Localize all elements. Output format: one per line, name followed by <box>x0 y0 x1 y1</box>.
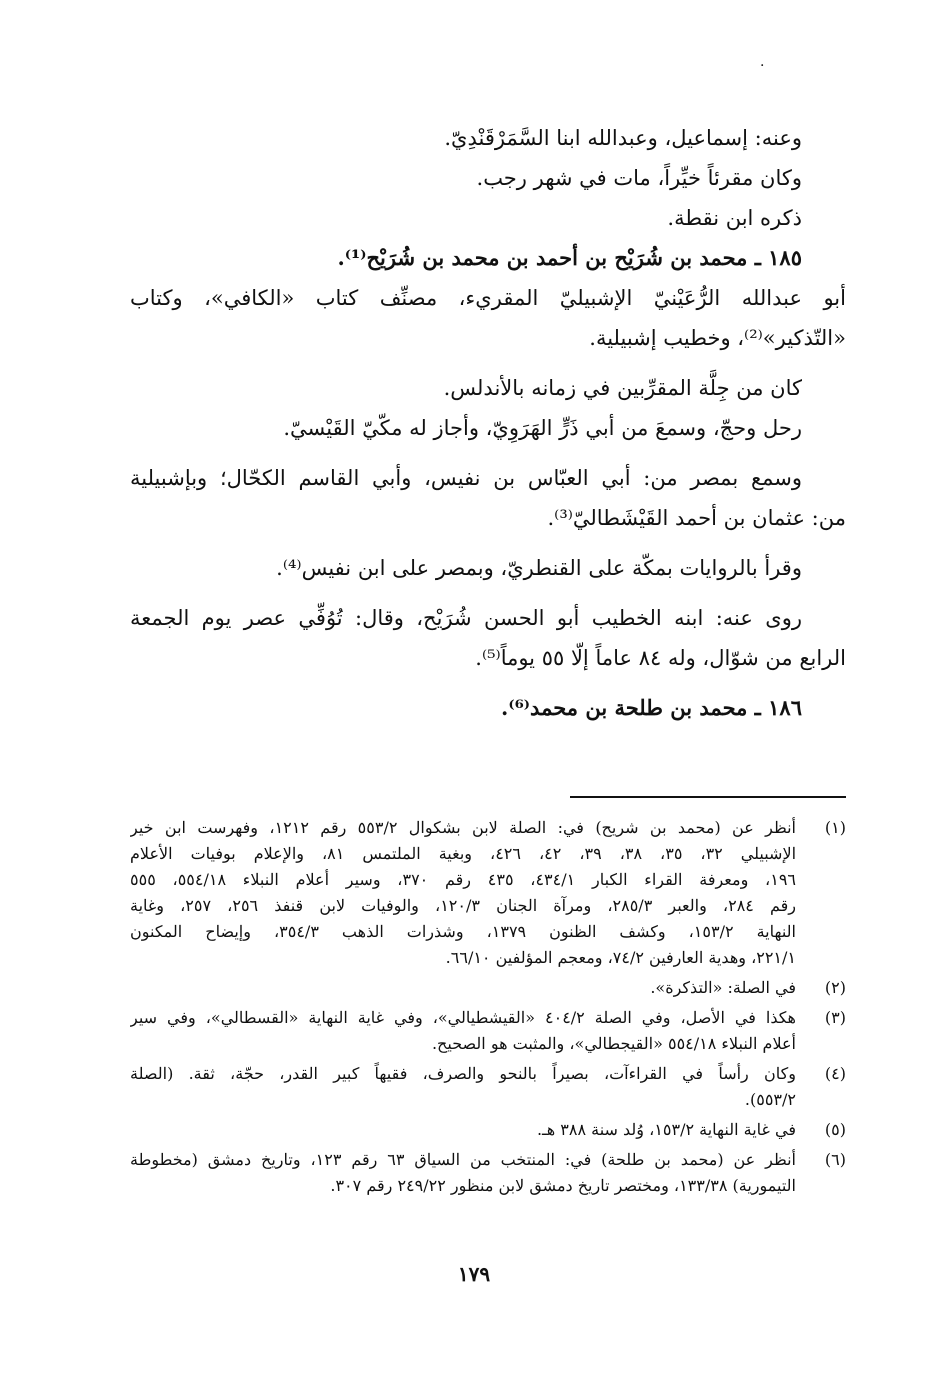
footnote <box>130 1147 846 1199</box>
footnote-number: (٣) <box>824 1008 846 1027</box>
text-line: كان من جِلَّة المقرِّبين في زمانه بالأندلس. <box>443 376 802 400</box>
footnote-line: ٥٥٣/٢). <box>744 1090 796 1109</box>
footnote-line: التيمورية) ١٣٣/٣٨، ومختصر تاريخ دمشق لابن منظور ٢٤٩/٢٢ رقم ٣٠٧. <box>330 1176 796 1195</box>
text-line: وكان مقرئاً خيِّراً، مات في شهر رجب. <box>476 166 802 190</box>
footnote-line: ٢٢١/١، وهدية العارفين ٧٤/٢، ومعجم المؤلفين ٦٦/١٠. <box>445 948 796 967</box>
footnote-line: أعلام النبلاء ٥٥٤/١٨ «القيجطالي»، والمثبت هو الصحيح. <box>431 1034 796 1053</box>
footnote <box>130 1005 846 1057</box>
text-line: «التّذكير»⁽²⁾، وخطيب إشبيلية. <box>589 326 846 350</box>
footnote-line: ١٩٦، ومعرفة القراء الكبار ٤٣٤/١، ٤٣٥ رقم ٣٧٠، وسير أعلام النبلاء ٥٥٤/١٨، ٥٥٥ <box>130 870 796 889</box>
text-line: وسمع بمصر من: أبي العبّاس بن نفيس، وأبي القاسم الكحّال؛ وبإشبيلية <box>130 466 802 490</box>
footnote-number: (١) <box>824 818 846 837</box>
footnote-line: أنظر عن (محمد بن طلحة) في: المنتخب من السياق ٦٣ رقم ١٢٣، وتاريخ دمشق (مخطوطة <box>130 1150 796 1169</box>
text-line: رحل وحجّ، وسمعَ من أبي ذَرٍّ الهَرَوِيّ، وأجاز له مكّيّ القَيْسيّ. <box>283 416 802 440</box>
text-line: من: عثمان بن أحمد القَيْشَطاليّ⁽³⁾. <box>547 506 846 530</box>
text-line: وقرأ بالروايات بمكّة على القنطريّ، وبمصر على ابن نفيس⁽⁴⁾. <box>276 556 802 580</box>
footnote-number: (٤) <box>824 1064 846 1083</box>
footnote-line: في الصلة: «التذكرة». <box>650 978 796 997</box>
entry-heading-186: ١٨٦ ـ محمد بن طلحة بن محمد⁽⁶⁾. <box>501 695 802 720</box>
footnote-line: هكذا في الأصل، وفي الصلة ٤٠٤/٢ «القيشطيالي»، وفي غاية النهاية «القسطالي»، وفي سير <box>130 1008 796 1027</box>
footnote-number: (٥) <box>824 1120 846 1139</box>
text-line: وعنه: إسماعيل، وعبدالله ابنا السَّمَرْقَنْدِيّ. <box>444 126 802 150</box>
text-line: أبو عبدالله الرُّعَيْنيّ الإشبيليّ المقريء، مصنِّف كتاب «الكافي»، وكتاب <box>130 286 846 310</box>
footnote-line: الإشبيلي ٣٢، ٣٥، ٣٨، ٣٩، ٤٢، ٤٢٦، وبغية الملتمس ٨١، والإعلام بوفيات الأعلام <box>130 844 796 863</box>
footnote <box>130 1117 846 1143</box>
footnote-line: رقم ٢٨٤، والعبر ٢٨٥/٣، ومرآة الجنان ١٢٠/٣، والوفيات لابن قنفذ ٢٥٦، ٢٥٧، وغاية <box>130 896 796 915</box>
footnote-line: وكان رأساً في القراءآت، بصيراً بالنحو والصرف، فقيهاً كبير القدر، حجّة، ثقة. (الصلة <box>130 1064 796 1083</box>
text-line: روى عنه: ابنه الخطيب أبو الحسن شُرَيْح، وقال: تُوُفِّي عصر يوم الجمعة <box>130 606 802 630</box>
footnote-line: في غاية النهاية ١٥٣/٢، وُلد سنة ٣٨٨ هـ. <box>536 1120 796 1139</box>
footnote-number: (٦) <box>824 1150 846 1169</box>
footnote-line: النهاية ١٥٣/٢، وكشف الظنون ١٣٧٩، وشذرات الذهب ٣٥٤/٣، وإيضاح المكنون <box>130 922 796 941</box>
page-speck: · <box>760 58 765 74</box>
main-text <box>130 118 846 728</box>
footnotes <box>130 815 846 1203</box>
page-number: ١٧٩ <box>457 1262 491 1286</box>
footnote <box>130 815 846 971</box>
text-line: الرابع من شوّال، وله ٨٤ عاماً إلّا ٥٥ يوماً⁽⁵⁾. <box>475 646 846 670</box>
footnote-number: (٢) <box>824 978 846 997</box>
footnote <box>130 1061 846 1113</box>
footnote-line: أنظر عن (محمد بن شريح) في: الصلة لابن بشكوال ٥٥٣/٢ رقم ١٢١٢، وفهرست ابن خير <box>130 818 796 837</box>
footnote <box>130 975 846 1001</box>
entry-heading-185: ١٨٥ ـ محمد بن شُرَيْح بن أحمد بن محمد بن شُرَيْح⁽¹⁾. <box>337 245 802 270</box>
footnote-divider <box>570 796 846 798</box>
text-line: ذكره ابن نقطة. <box>667 206 802 230</box>
